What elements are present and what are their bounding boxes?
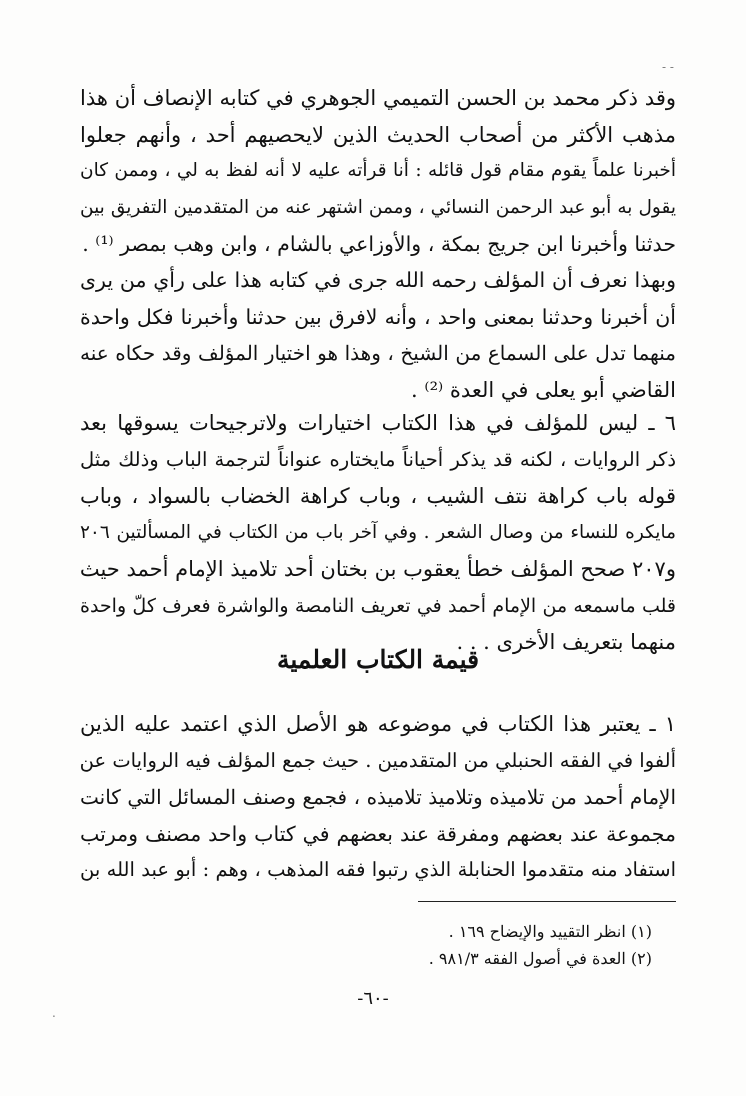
text-line: مايكره للنساء من وصال الشعر . وفي آخر باب من الكتاب في المسألتين ٢٠٦ <box>80 521 676 543</box>
paragraph-2 <box>80 262 676 408</box>
text-line: منهما بتعريف الأخرى . . . <box>456 630 676 654</box>
text-line: ١ ـ يعتبر هذا الكتاب في موضوعه هو الأصل الذي اعتمد عليه الذين <box>80 712 676 736</box>
text-line: مذهب الأكثر من أصحاب الحديث الذين لايحصيهم أحد ، وأنهم جعلوا <box>80 122 676 147</box>
footnote-2: (٢) العدة في أصول الفقه ٩٨١/٣ . <box>428 949 652 968</box>
text-line: القاضي أبو يعلى في العدة ⁽²⁾ . <box>411 377 676 402</box>
text-line: ألفوا في الفقه الحنبلي من المتقدمين . حيث جمع المؤلف فيه الروايات عن <box>79 748 676 772</box>
scan-mark: - - <box>662 60 674 74</box>
text-line: ٦ ـ ليس للمؤلف في هذا الكتاب اختيارات ولاترجيحات يسوقها بعد <box>80 411 676 435</box>
text-line: و٢٠٧ صحح المؤلف خطأ يعقوب بن بختان أحد تلاميذ الإمام أحمد حيث <box>79 557 676 581</box>
paragraph-4 <box>80 706 676 889</box>
paragraph-3 <box>80 405 676 661</box>
text-line: أخبرنا علماً يقوم مقام قول قائله : أنا قرأته عليه لا أنه لفظ به لي ، وممن كان <box>80 160 676 181</box>
text-line: حدثنا وأخبرنا ابن جريج بمكة ، والأوزاعي بالشام ، وابن وهب بمصر ⁽¹⁾ . <box>82 232 676 256</box>
text-line: الإمام أحمد من تلاميذه وتلاميذ تلاميذه ، فجمع وصنف المسائل التي كانت <box>80 785 676 809</box>
text-line: منهما تدل على السماع من الشيخ ، وهذا هو اختيار المؤلف وقد حكاه عنه <box>80 341 676 365</box>
text-line: أن أخبرنا وحدثنا بمعنى واحد ، وأنه لافرق بين حدثنا وأخبرنا فكل واحدة <box>80 304 676 329</box>
text-line: يقول به أبو عبد الرحمن النسائي ، وممن اشتهر عنه من المتقدمين التفريق بين <box>80 196 676 218</box>
footnote-divider <box>418 901 676 902</box>
text-line: قوله باب كراهة نتف الشيب ، وباب كراهة الخضاب بالسواد ، وباب <box>80 484 676 508</box>
page-number: -٦٠- <box>357 988 389 1009</box>
text-line: ذكر الروايات ، لكنه قد يذكر أحياناً مايختاره عنواناً لترجمة الباب وذلك مثل <box>80 447 676 471</box>
text-line: وقد ذكر محمد بن الحسن التميمي الجوهري في كتابه الإنصاف أن هذا <box>80 86 676 110</box>
text-line: قلب ماسمعه من الإمام أحمد في تعريف النامصة والواشرة فعرف كلّ واحدة <box>80 594 676 617</box>
text-line: وبهذا نعرف أن المؤلف رحمه الله جرى في كتابه هذا على رأي من يرى <box>80 268 676 292</box>
paragraph-1 <box>80 80 676 263</box>
text-line: مجموعة عند بعضهم ومفرقة عند بعضهم في كتاب واحد مصنف ومرتب <box>80 821 676 846</box>
footnote-1: (١) انظر التقييد والإيضاح ١٦٩ . <box>448 922 652 941</box>
section-heading: قيمة الكتاب العلمية <box>276 645 480 674</box>
text-line: استفاد منه متقدموا الحنابلة الذي رتبوا فقه المذهب ، وهم : أبو عبد الله بن <box>80 858 676 881</box>
scan-mark: . <box>52 1006 56 1020</box>
footnotes <box>80 918 652 972</box>
